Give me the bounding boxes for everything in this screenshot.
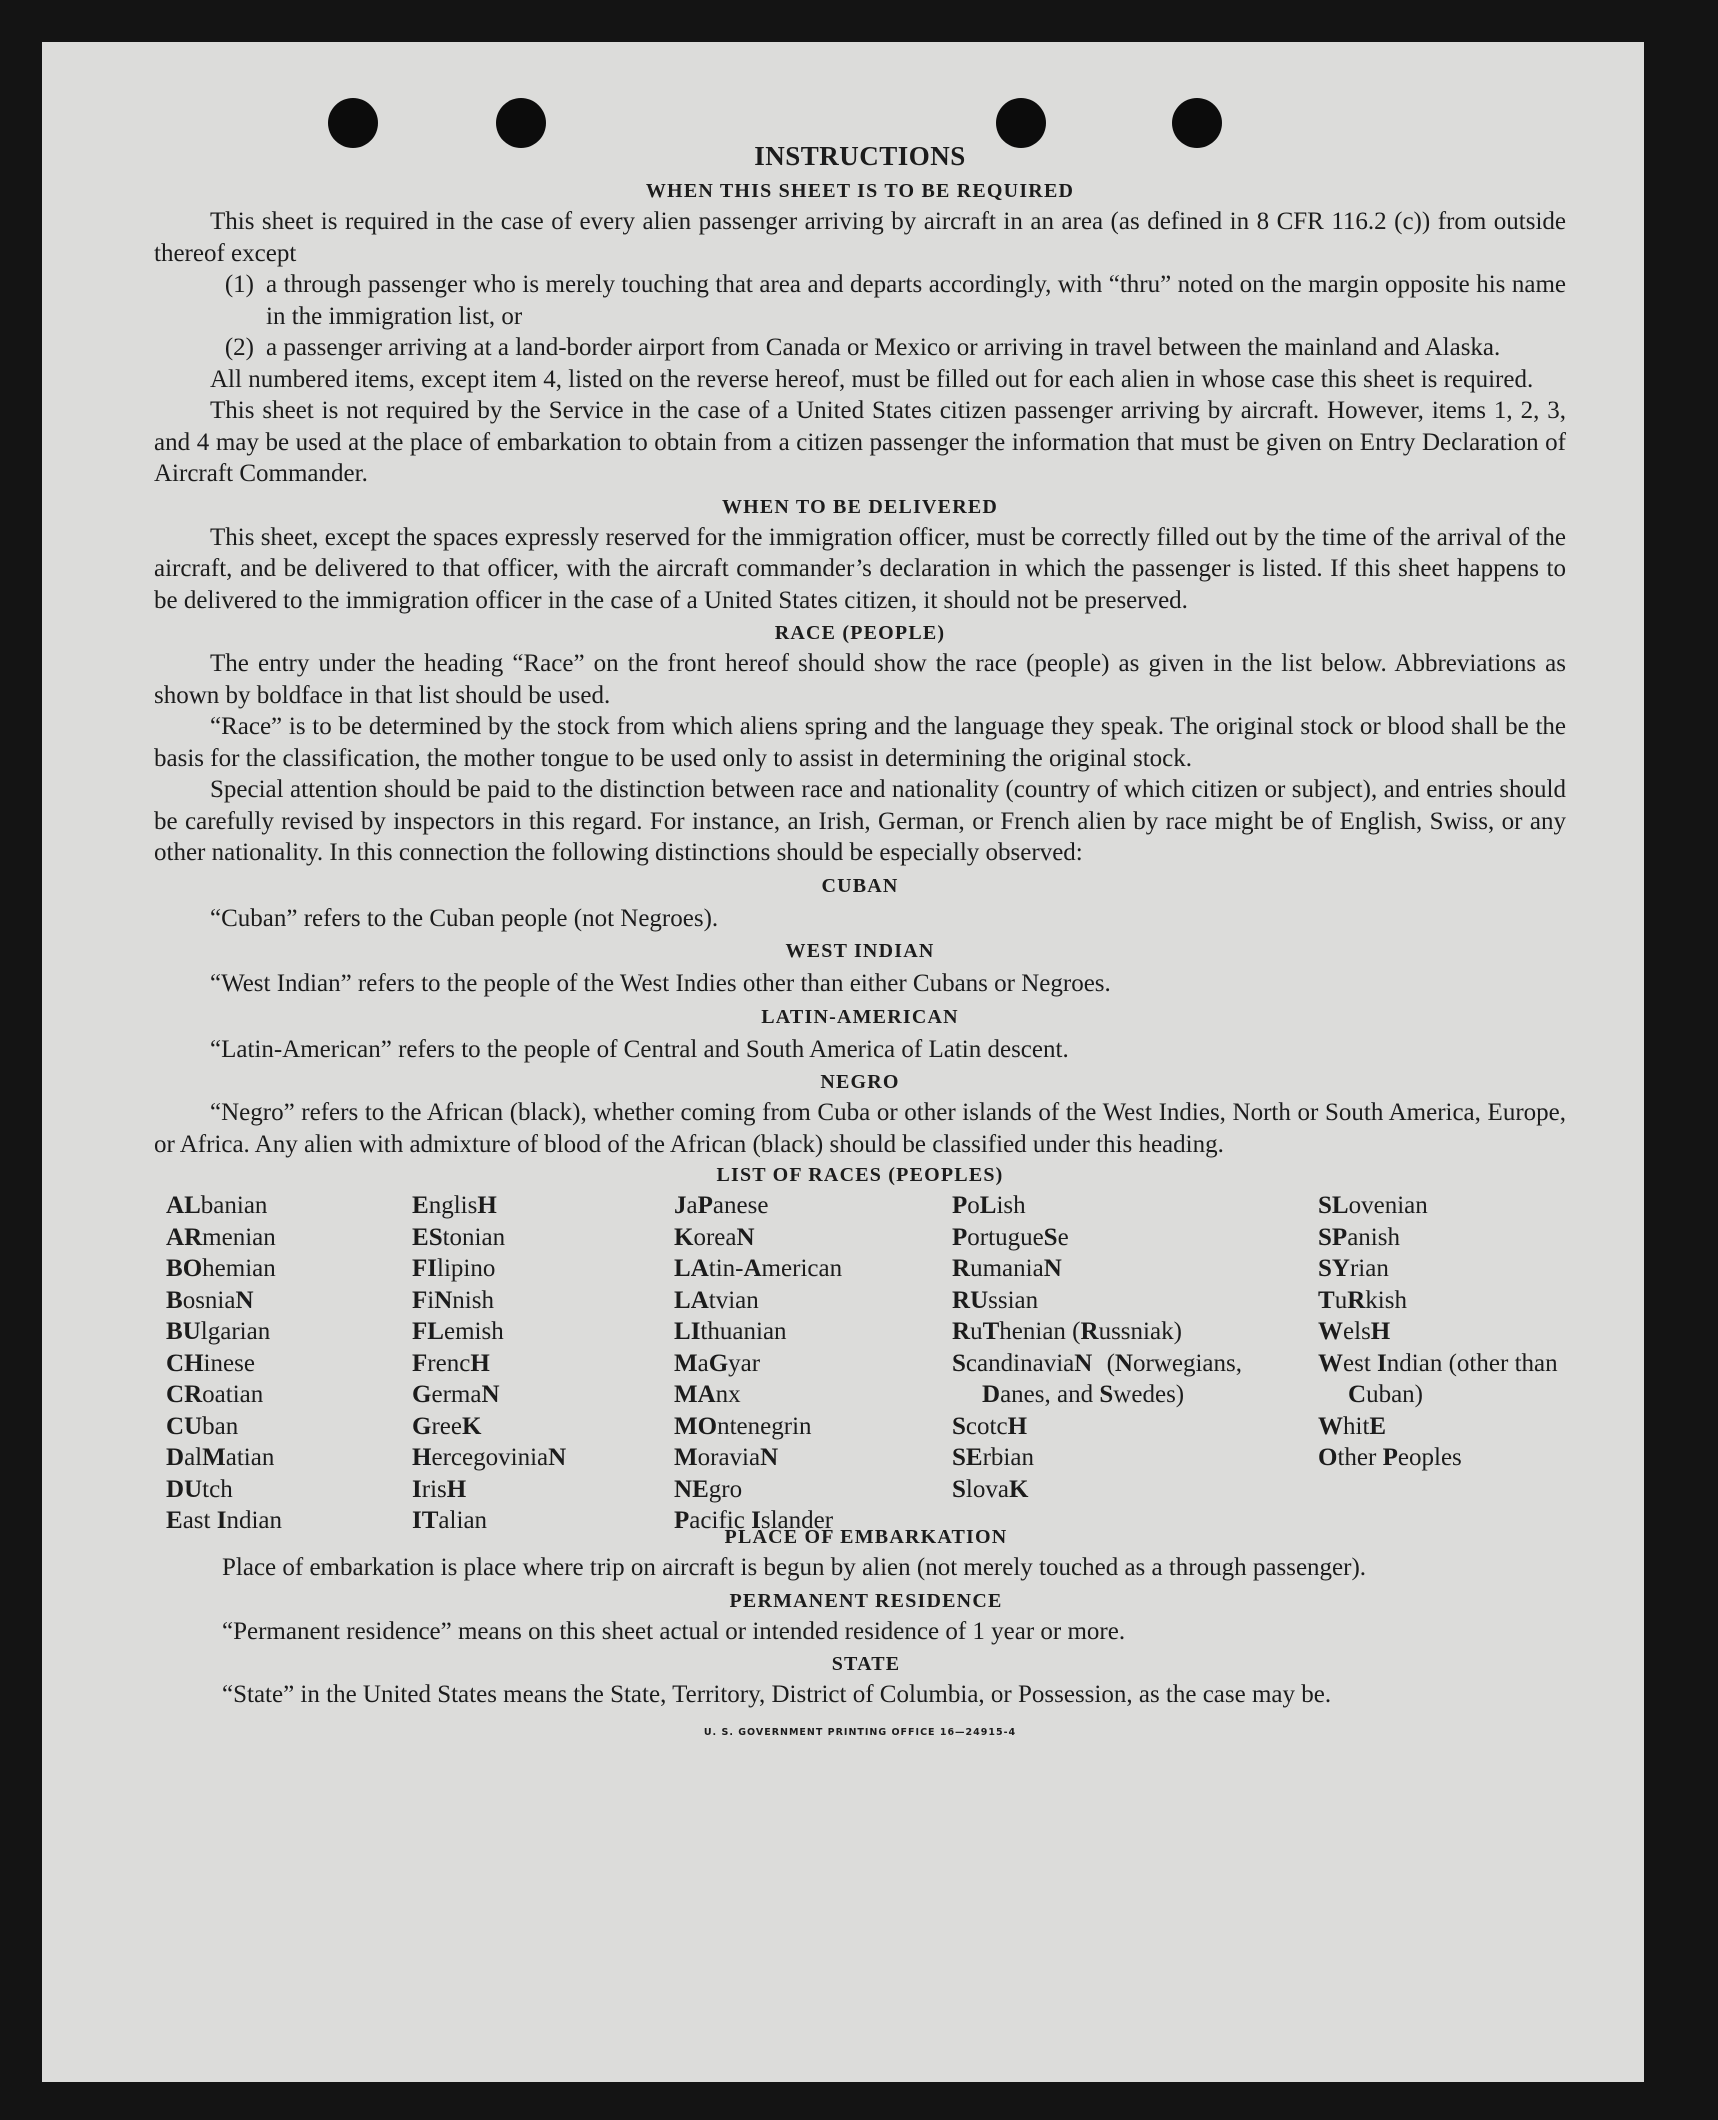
race-item: NEgro: [674, 1475, 743, 1503]
heading-list-of-races: LIST OF RACES (PEOPLES): [716, 1164, 1004, 1186]
race-item: FLemish: [412, 1318, 504, 1345]
printer-imprint: U. S. GOVERNMENT PRINTING OFFICE 16—24915-4: [703, 1726, 1017, 1738]
races-column-4: [952, 1190, 1242, 1505]
race-item: MAnx: [674, 1381, 741, 1408]
race-item: PoLish: [952, 1192, 1026, 1219]
race-item: JaPanese: [674, 1192, 769, 1219]
race-item: WhitE: [1318, 1412, 1387, 1440]
race-item: CHinese: [166, 1349, 255, 1377]
paragraph: Place of embarkation is place where trip on aircraft is begun by alien (not merely touched as a through passenger).: [222, 1554, 1367, 1581]
races-column-1: [166, 1190, 282, 1537]
heading-latin-american: LATIN-AMERICAN: [761, 1005, 959, 1028]
race-item: LIthuanian: [674, 1318, 787, 1345]
item-number: (1): [224, 271, 254, 298]
bottom-sections: [154, 1522, 1566, 1711]
paragraph: “State” in the United States means the State, Territory, District of Columbia, or Possession, as the case may be.: [222, 1681, 1332, 1708]
race-item: Other Peoples: [1318, 1444, 1462, 1471]
race-item: CUban: [166, 1412, 239, 1440]
race-item: ARmenian: [166, 1223, 276, 1251]
races-column-3: [674, 1190, 842, 1537]
heading-place-of-embarkation: PLACE OF EMBARKATION: [724, 1526, 1008, 1548]
paragraph: This sheet is not required by the Service in the case of a United States citizen passenger arriving by aircraft. However, items 1, 2, 3, and 4 may be used at the place of embarkation to obtain from a citizen passenger the information that must be given on Entry Declaration of Aircraft Commander.: [154, 397, 1566, 487]
race-item: BUlgarian: [166, 1318, 271, 1345]
document-body: [154, 138, 1566, 1748]
race-item: MOntenegrin: [674, 1412, 812, 1440]
item-number: (2): [224, 334, 254, 361]
list-item: [154, 269, 1566, 332]
race-item: DalMatian: [166, 1444, 275, 1471]
race-item: RUssian: [952, 1286, 1039, 1314]
document-sheet: [42, 42, 1644, 2082]
race-item: RuThenian (Russniak): [952, 1318, 1182, 1345]
race-item: KoreaN: [674, 1223, 755, 1251]
heading-when-delivered: WHEN TO BE DELIVERED: [721, 495, 999, 518]
paragraph: All numbered items, except item 4, listed on the reverse hereof, must be filled out for each alien in whose case this sheet is required.: [210, 365, 1534, 393]
heading-when-required: WHEN THIS SHEET IS TO BE REQUIRED: [645, 180, 1075, 202]
paragraph: “Negro” refers to the African (black), whether coming from Cuba or other islands of the West Indies, North or South America, Europe, or Africa. Any alien with admixture of blood of the African (black) should be classified under this heading.: [154, 1099, 1566, 1158]
paragraph: This sheet, except the spaces expressly reserved for the immigration officer, must be correctly filled out by the time of the arrival of the aircraft, and be delivered to that officer, with the aircraft commander’s declaration in which the passenger is listed. If this sheet happens to be delivered to the immigration officer in the case of a United States citizen, it should not be preserved.: [154, 523, 1566, 614]
race-item: ScandinaviaN (Norwegians, Danes, and Swedes): [952, 1349, 1242, 1408]
race-item: WelsH: [1318, 1318, 1391, 1345]
race-item: TuRkish: [1318, 1286, 1407, 1314]
race-item: ITalian: [412, 1507, 488, 1534]
race-item: MoraviaN: [674, 1444, 779, 1471]
race-item: FrencH: [412, 1349, 490, 1377]
race-item: LAtvian: [674, 1286, 759, 1314]
race-item: MaGyar: [674, 1349, 761, 1377]
race-item: BOhemian: [166, 1255, 276, 1282]
race-item: RumaniaN: [952, 1255, 1062, 1282]
race-item: EnglisH: [412, 1192, 497, 1219]
race-item: BosniaN: [166, 1286, 254, 1314]
heading-west-indian: WEST INDIAN: [785, 940, 935, 962]
race-item: IrisH: [412, 1475, 467, 1503]
heading-negro: NEGRO: [820, 1071, 900, 1093]
paragraph: The entry under the heading “Race” on the front hereof should show the race (people) as given in the list below. Abbreviations as shown by boldface in that list should be used.: [154, 650, 1566, 709]
item-text: a through passenger who is merely touching that area and departs accordingly, with “thru” noted on the margin opposite his name in the immigration list, or: [266, 271, 1566, 330]
race-item: SErbian: [952, 1444, 1034, 1471]
heading-permanent-residence: PERMANENT RESIDENCE: [729, 1589, 1003, 1612]
race-item: ALbanian: [166, 1192, 268, 1219]
race-item: FiNnish: [412, 1286, 494, 1314]
race-item: SLovenian: [1318, 1192, 1428, 1219]
heading-cuban: CUBAN: [821, 874, 899, 897]
race-item: DUtch: [166, 1475, 233, 1503]
race-item: FIlipino: [412, 1255, 496, 1282]
paragraph: “West Indian” refers to the people of the West Indies other than either Cubans or Negroes.: [210, 970, 1111, 997]
races-column-5: [1318, 1190, 1568, 1474]
race-item: ScotcH: [952, 1412, 1028, 1440]
paragraph: “Latin-American” refers to the people of Central and South America of Latin descent.: [210, 1035, 1069, 1063]
race-item: East Indian: [166, 1507, 283, 1534]
paragraph: Special attention should be paid to the distinction between race and nationality (country of which citizen or subject), and entries should be carefully revised by inspectors in this regard. For instance, an Irish, German, or French alien by race might be of English, Swiss, or any other nationality. In this connection the following distinctions should be especially observed:: [154, 776, 1566, 866]
race-item: PortugueSe: [952, 1223, 1069, 1251]
race-item: Pacific Islander: [674, 1507, 834, 1534]
paragraph: “Race” is to be determined by the stock from which aliens spring and the language they speak. The original stock or blood shall be the basis for the classification, the mother tongue to be used only to assist in determining the original stock.: [154, 713, 1566, 772]
race-item: SYrian: [1318, 1255, 1389, 1282]
heading-race: RACE (PEOPLE): [774, 622, 946, 644]
race-item: LAtin-American: [674, 1255, 843, 1282]
races-column-2: [412, 1190, 566, 1537]
page-title: INSTRUCTIONS: [754, 141, 966, 171]
paragraph: This sheet is required in the case of every alien passenger arriving by aircraft in an area (as defined in 8 CFR 116.2 (c)) from outside thereof except: [154, 208, 1566, 267]
race-item: CRoatian: [166, 1381, 264, 1408]
list-item: [154, 332, 1566, 364]
race-item: EStonian: [412, 1223, 506, 1251]
paragraph: “Permanent residence” means on this sheet actual or intended residence of 1 year or more.: [222, 1617, 1126, 1645]
race-item: GermaN: [412, 1381, 500, 1408]
race-item: GreeK: [412, 1412, 482, 1440]
races-list: [154, 1190, 1566, 1534]
race-item: HercegoviniaN: [412, 1444, 567, 1471]
paragraph: “Cuban” refers to the Cuban people (not Negroes).: [210, 904, 719, 932]
race-item: West Indian (other than Cuban): [1318, 1349, 1558, 1408]
race-item: SlovaK: [952, 1475, 1029, 1503]
heading-state: STATE: [831, 1653, 901, 1675]
item-text: a passenger arriving at a land-border airport from Canada or Mexico or arriving in travel between the mainland and Alaska.: [266, 334, 1501, 361]
race-item: SPanish: [1318, 1223, 1400, 1251]
